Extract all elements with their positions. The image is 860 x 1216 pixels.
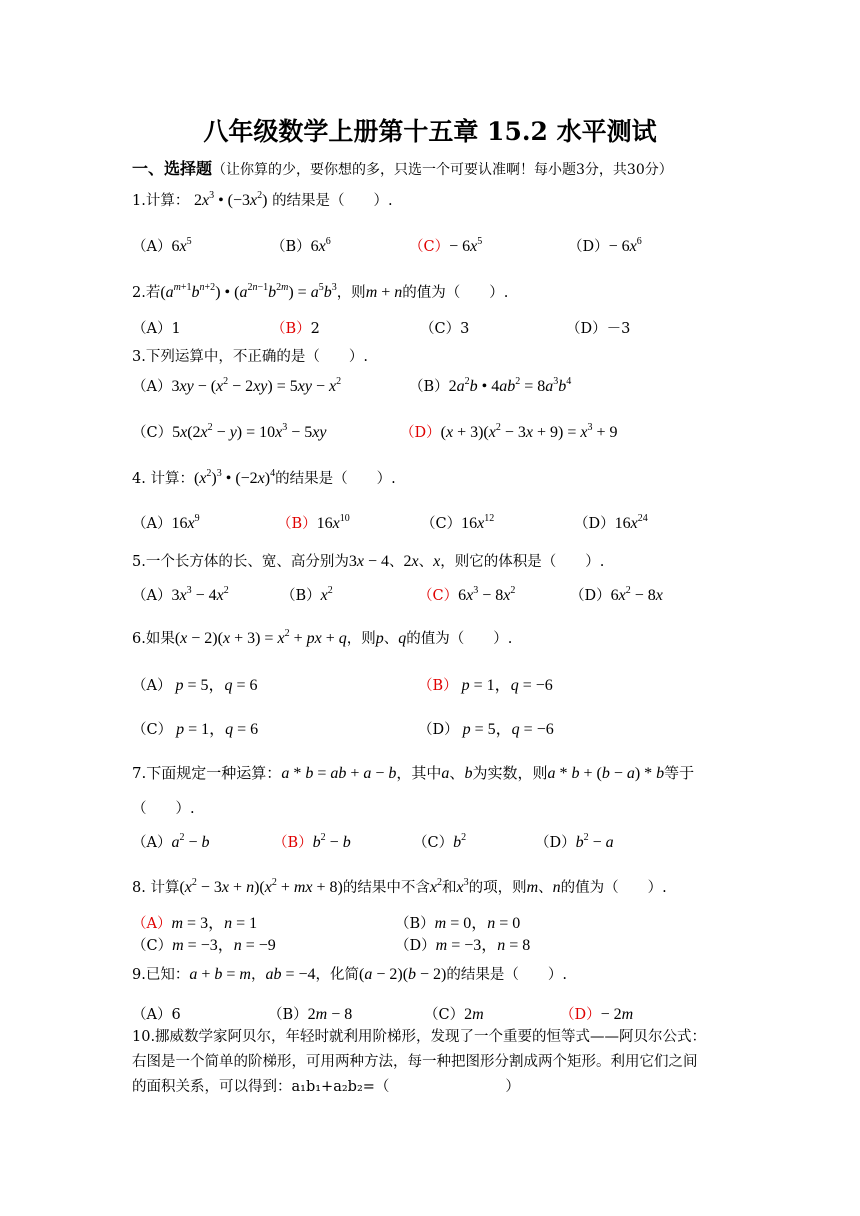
q9-prefix: 9.已知： — [132, 967, 190, 983]
option-label-answer: （B） — [271, 321, 311, 337]
q2-option-b[interactable] — [271, 317, 320, 338]
option-label: （C） — [420, 321, 461, 337]
option-label: （A） — [132, 588, 172, 604]
q8-option-a[interactable]: （A）m = 3，n = 1 — [132, 915, 258, 932]
option-label: （C） — [132, 938, 173, 954]
q2-suffix: 的值为（ ）. — [402, 285, 509, 301]
q8-option-c[interactable]: （C）m = −3，n = −9 — [132, 937, 276, 954]
option-label: （A） — [132, 1007, 172, 1023]
option-label: （A） — [132, 321, 172, 337]
q8-mid2: 和 — [441, 880, 457, 896]
separator: ， — [250, 967, 266, 983]
q1-suffix: 的结果是（ ）. — [272, 193, 393, 209]
option-label-answer: （B） — [418, 678, 458, 694]
q9-option-c[interactable]: （C）2m — [424, 1006, 484, 1023]
q1-option-a[interactable]: $(A)6x^5$ — [132, 236, 192, 255]
option-label: （A） — [132, 379, 172, 395]
option-label: （C） — [421, 516, 462, 532]
option-label: （A） — [132, 678, 172, 694]
q2-mid: ，则 — [336, 285, 366, 301]
question-1-stem — [132, 189, 393, 210]
option-label: （B） — [268, 1007, 308, 1023]
option-label: （D） — [570, 588, 611, 604]
q5-option-a[interactable]: $(A)3x^3 - 4x^2$ — [132, 585, 229, 604]
option-label: （D） — [574, 516, 615, 532]
q5-suffix: ，则它的体积是（ ）. — [440, 554, 605, 570]
option-label: （D） — [535, 835, 576, 851]
q1-option-c[interactable]: $(C)- 6x^5$ — [409, 236, 483, 255]
q7-mid1: ，其中 — [396, 764, 442, 782]
q7-prefix: 7.下面规定一种运算： — [132, 764, 282, 782]
q4-option-d[interactable]: $(D)16x^{24}$ — [574, 513, 648, 532]
q3-option-b[interactable]: $(B)2a^2b$ • $4ab^2 = 8a^3b^4$ — [409, 376, 572, 395]
q3-option-a[interactable]: $(A)3xy - (x^2 - 2xy) = 5xy - x^2$ — [132, 376, 342, 395]
question-6-stem: 6.如果$(x - 2)(x + 3) = x^2$ + px + q，则p、q的值为（ ）. — [132, 628, 513, 647]
section-note: （让你算的少，要你想的多，只选一个可要认准啊！每小题3分，共30分） — [212, 162, 673, 178]
q2-option-c[interactable] — [420, 317, 469, 338]
option-label: （C） — [132, 425, 173, 441]
question-2-stem: 2.若$(a^{m+1}b^{n+2})$ • $(a^{2n-1}b^{2m}) = a^5b^3$，则m + n的值为（ ）. — [132, 282, 509, 301]
option-label-answer: （B） — [273, 835, 313, 851]
option-label-answer: （D） — [400, 425, 441, 441]
q6-suffix: 的值为（ ）. — [406, 631, 513, 647]
option-label: （A） — [132, 239, 172, 255]
q2-mn: m — [365, 284, 378, 301]
q8-suffix: 的值为（ ）. — [560, 880, 667, 896]
q8-mid1: 的结果中不含 — [342, 880, 430, 896]
q5-option-d[interactable]: $(D)6x^2 - 8x$ — [570, 585, 663, 604]
q9-option-b[interactable]: （B）2m − 8 — [268, 1006, 353, 1023]
q1-expression: $2x^3$ • $(-3x^2)$ — [193, 190, 268, 209]
q7-option-c[interactable]: $(C)b^2$ — [413, 832, 467, 851]
q6-option-b[interactable]: （B） p = 1，q = −6 — [418, 677, 553, 694]
q2-option-d[interactable] — [566, 317, 630, 338]
q10-line2: 右图是一个简单的阶梯形，可用两种方法，每一种把图形分割成两个矩形。利用它们之间 — [132, 1054, 698, 1070]
q7-mid2: 为实数，则 — [472, 764, 548, 782]
q9-option-a[interactable] — [132, 1003, 181, 1024]
page-title: 八年级数学上册第十五章 15.2 水平测试 — [203, 117, 657, 146]
q3-option-d[interactable]: $(D)(x + 3)(x^2 - 3x + 9) = x^3 + 9$ — [400, 422, 618, 441]
q4-option-a[interactable]: $(A)16x^9$ — [132, 513, 200, 532]
option-label: （A） — [132, 835, 172, 851]
q7-option-a[interactable]: $(A)a^2 - b$ — [132, 832, 210, 851]
q8-prefix: 8. 计算 — [132, 880, 180, 896]
q7-suffix: 等于 — [664, 764, 695, 782]
option-label-answer: （A） — [132, 916, 172, 932]
question-5-stem: 5.一个长方体的长、宽、高分别为3x − 4、2x、x，则它的体积是（ ）. — [132, 553, 605, 570]
option-label: （B） — [409, 379, 449, 395]
q9-mid: ，化简 — [315, 967, 360, 983]
q6-option-a[interactable]: （A） p = 5，q = 6 — [132, 677, 258, 694]
option-label: （D） — [566, 321, 607, 337]
q1-option-b[interactable]: $(B)6x^6$ — [271, 236, 331, 255]
question-9-stem: 9.已知：a + b = m，ab = −4，化简(a − 2)(b − 2)的结果是（ ）. — [132, 966, 567, 983]
question-7-stem: 7.下面规定一种运算：a * b = ab + a − b，其中a、b为实数，则a * b + (b − a) * b等于 — [132, 764, 695, 782]
option-label-answer: （B） — [277, 516, 317, 532]
section-heading: 一、选择题 — [132, 159, 213, 178]
option-label: （D） — [568, 239, 609, 255]
question-3-stem: 3.下列运算中，不正确的是（ ）. — [132, 349, 368, 365]
q2-expression: $(a^{m+1}b^{n+2})$ • $(a^{2n-1}b^{2m}) = a^5b^3$ — [160, 282, 337, 301]
q4-suffix: 的结果是（ ）. — [275, 471, 396, 487]
q10-line3: 的面积关系，可以得到：a₁b₁+a₂b₂=（ ） — [132, 1079, 520, 1095]
q7-option-b[interactable]: $(B)b^2 - b$ — [273, 832, 351, 851]
separator: 、 — [388, 554, 404, 570]
option-label: （C） — [424, 1007, 465, 1023]
separator: 、 — [383, 631, 399, 647]
option-label-answer: （D） — [560, 1007, 601, 1023]
q8-mid3: 的项，则 — [468, 880, 527, 896]
option-value: 3 — [460, 321, 470, 337]
q9-suffix: 的结果是（ ）. — [446, 967, 567, 983]
q10-line1: 10.挪威数学家阿贝尔，年轻时就利用阶梯形，发现了一个重要的恒等式——阿贝尔公式： — [132, 1029, 707, 1045]
question-8-stem: 8. 计算$(x^2 - 3x + n)(x^2$ + mx + 8)的结果中不含$x^2$和$x^3$的项，则m、n的值为（ ）. — [132, 877, 667, 896]
q4-option-c[interactable]: $(C)16x^{12}$ — [421, 513, 495, 532]
section-heading-line — [132, 156, 673, 179]
option-label: （D） — [395, 938, 436, 954]
option-value: 6 — [171, 1007, 181, 1023]
q4-option-b[interactable]: $(B)16x^{10}$ — [277, 513, 350, 532]
option-label: （B） — [281, 588, 321, 604]
q6-option-d[interactable]: （D） p = 5，q = −6 — [418, 721, 554, 738]
separator: 、 — [418, 554, 434, 570]
q8-option-b[interactable]: （B）m = 0，n = 0 — [395, 915, 521, 932]
question-7-stem-line2: （ ）. — [132, 801, 195, 817]
option-label: （B） — [271, 239, 311, 255]
option-label: （A） — [132, 516, 172, 532]
option-label: （B） — [395, 916, 435, 932]
q2-prefix: 2.若 — [132, 285, 161, 301]
q6-option-c[interactable]: （C） p = 1，q = 6 — [132, 721, 259, 738]
q1-prefix: 1.计算： — [132, 193, 190, 209]
q5-option-c[interactable]: $(C)6x^3 - 8x^2$ — [418, 585, 516, 604]
option-label-answer: （C） — [409, 239, 450, 255]
q1-option-d[interactable]: $(D)- 6x^6$ — [568, 236, 642, 255]
q6-mid: ，则 — [346, 631, 376, 647]
question-4-stem — [132, 467, 396, 488]
q4-expression: $(x^2)^3$ • $(-2x)^4$ — [193, 468, 276, 487]
option-label: （C） — [132, 722, 173, 738]
q2-option-a[interactable] — [132, 317, 181, 338]
q6-prefix: 6.如果 — [132, 631, 175, 647]
option-value: 2 — [310, 321, 320, 337]
q5-prefix: 5.一个长方体的长、宽、高分别为 — [132, 554, 349, 570]
option-value: 1 — [171, 321, 181, 337]
option-value: －3 — [606, 321, 631, 337]
option-label: （D） — [418, 722, 459, 738]
question-10-stem — [132, 1025, 732, 1100]
q9-option-d[interactable]: （D）− 2m — [560, 1006, 634, 1023]
q7-option-d[interactable]: $(D)b^2 - a$ — [535, 832, 614, 851]
q3-option-c[interactable]: $(C)5x(2x^2 - y) = 10x^3 - 5xy$ — [132, 422, 327, 441]
q8-option-d[interactable]: （D）m = −3，n = 8 — [395, 937, 531, 954]
q5-option-b[interactable]: $(B)x^2$ — [281, 585, 333, 604]
option-label: （C） — [413, 835, 454, 851]
q4-prefix: 4. 计算： — [132, 471, 194, 487]
option-label-answer: （C） — [418, 588, 459, 604]
